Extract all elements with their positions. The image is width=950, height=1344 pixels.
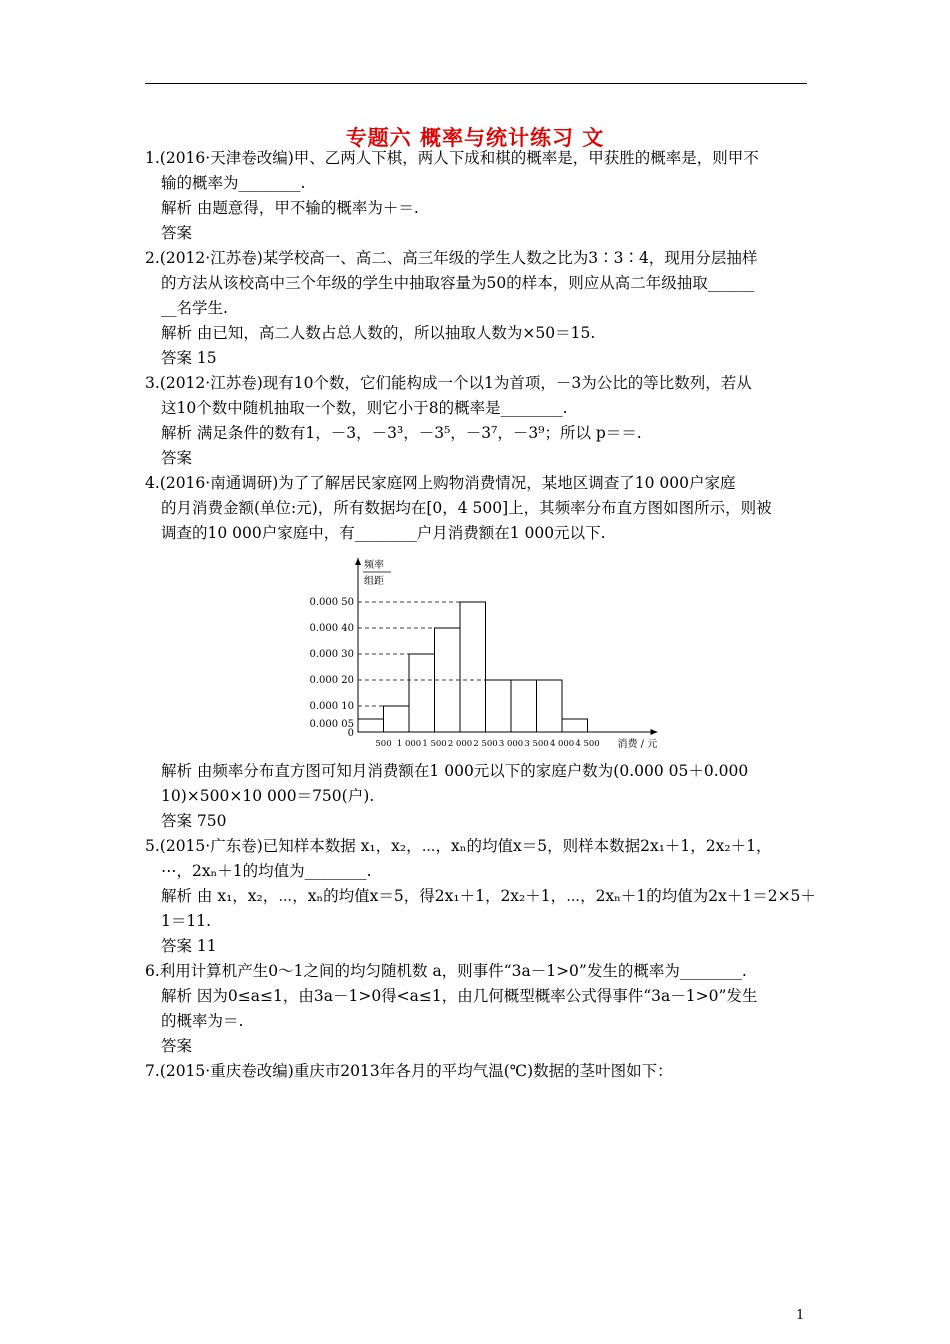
q4-analysis-1: 解析 由频率分布直方图可知月消费额在1 000元以下的家庭户数为(0.000 05＋0.000 bbox=[161, 762, 749, 780]
page-title: 专题六 概率与统计练习 文 bbox=[345, 125, 605, 150]
y-axis-label-bottom: 组距 bbox=[364, 576, 384, 587]
x-tick-label: 1 500 bbox=[422, 739, 447, 749]
q5-answer: 答案 11 bbox=[161, 937, 217, 955]
q5-line-2: ⋯，2xₙ＋1的均值为________. bbox=[161, 862, 372, 880]
y-tick-label: 0.000 10 bbox=[309, 701, 354, 712]
q3-analysis: 解析 满足条件的数有1，－3，－3³，－3⁵，－3⁷，－3⁹；所以 p＝＝. bbox=[161, 424, 642, 442]
x-axis-arrow-icon bbox=[651, 729, 658, 735]
q3-line-1: 3.(2012·江苏卷)现有10个数，它们能构成一个以1为首项，－3为公比的等比数列，若从 bbox=[145, 374, 752, 392]
q1-answer: 答案 bbox=[161, 224, 193, 242]
frequency-histogram bbox=[300, 552, 660, 758]
q1-line-1: 1.(2016·天津卷改编)甲、乙两人下棋，两人下成和棋的概率是，甲获胜的概率是，则甲不 bbox=[145, 149, 759, 167]
y-tick-label: 0.000 50 bbox=[309, 597, 354, 608]
origin-label: 0 bbox=[347, 728, 354, 739]
y-tick-label: 0.000 30 bbox=[309, 649, 354, 660]
histogram-bar bbox=[486, 680, 512, 732]
histogram-bar bbox=[460, 602, 486, 732]
x-tick-label: 500 bbox=[375, 739, 392, 749]
q2-analysis: 解析 由已知，高二人数占总人数的，所以抽取人数为×50＝15. bbox=[161, 324, 596, 342]
q2-line-3: __名学生. bbox=[161, 299, 228, 317]
q3-answer: 答案 bbox=[161, 449, 193, 467]
y-tick-label: 0.000 40 bbox=[309, 623, 354, 634]
q4-answer: 答案 750 bbox=[161, 812, 227, 830]
x-tick-label: 4 500 bbox=[575, 739, 600, 749]
q6-analysis-2: 的概率为＝. bbox=[161, 1012, 244, 1030]
q6-answer: 答案 bbox=[161, 1037, 193, 1055]
x-axis-label: 消费 / 元 bbox=[617, 739, 658, 750]
x-tick-label: 3 500 bbox=[524, 739, 549, 749]
page-number: 1 bbox=[796, 1308, 805, 1323]
y-axis-arrow-icon bbox=[355, 558, 361, 565]
x-tick-label: 1 000 bbox=[396, 739, 422, 749]
header-rule bbox=[145, 83, 807, 84]
q6-line-1: 6.利用计算机产生0～1之间的均匀随机数 a，则事件“3a－1>0”发生的概率为________. bbox=[145, 962, 747, 980]
q4-analysis-2: 10)×500×10 000＝750(户). bbox=[161, 787, 375, 805]
histogram-bar bbox=[537, 680, 563, 732]
q4-line-1: 4.(2016·南通调研)为了了解居民家庭网上购物消费情况，某地区调查了10 000户家庭 bbox=[145, 474, 736, 492]
y-tick-label: 0.000 20 bbox=[309, 675, 354, 686]
q2-line-1: 2.(2012·江苏卷)某学校高一、高二、高三年级的学生人数之比为3∶3∶4，现用分层抽样 bbox=[145, 249, 758, 267]
q1-line-2: 输的概率为________. bbox=[161, 174, 306, 192]
histogram-bar bbox=[358, 719, 384, 732]
q4-line-3: 调查的10 000户家庭中，有________户月消费额在1 000元以下. bbox=[161, 524, 606, 542]
q5-line-1: 5.(2015·广东卷)已知样本数据 x₁，x₂，⋯，xₙ的均值x＝5，则样本数据2x₁＋1，2x₂＋1， bbox=[145, 837, 772, 855]
histogram-bar bbox=[409, 654, 435, 732]
histogram-bar bbox=[511, 680, 537, 732]
histogram-bar bbox=[384, 706, 410, 732]
histogram-bar bbox=[562, 719, 588, 732]
q5-analysis-2: 1＝11. bbox=[161, 912, 212, 930]
y-axis-label-top: 频率 bbox=[364, 560, 384, 571]
y-tick-label: 0.000 05 bbox=[309, 719, 354, 730]
q1-analysis: 解析 由题意得，甲不输的概率为＋＝. bbox=[161, 199, 419, 217]
q4-line-2: 的月消费金额(单位:元)，所有数据均在[0，4 500]上，其频率分布直方图如图所示，则被 bbox=[161, 499, 772, 517]
q3-line-2: 这10个数中随机抽取一个数，则它小于8的概率是________. bbox=[161, 399, 568, 417]
x-tick-label: 2 500 bbox=[473, 739, 498, 749]
q5-analysis-1: 解析 由 x₁，x₂，⋯，xₙ的均值x＝5，得2x₁＋1，2x₂＋1，⋯，2xₙ＋1的均值为2x＋1＝2×5＋ bbox=[161, 887, 816, 905]
q7-line-1: 7.(2015·重庆卷改编)重庆市2013年各月的平均气温(℃)数据的茎叶图如下： bbox=[145, 1062, 673, 1080]
q2-answer: 答案 15 bbox=[161, 349, 217, 367]
x-tick-label: 3 000 bbox=[498, 739, 524, 749]
q2-line-2: 的方法从该校高中三个年级的学生中抽取容量为50的样本，则应从高二年级抽取______ bbox=[161, 274, 755, 292]
x-tick-label: 2 000 bbox=[447, 739, 473, 749]
x-tick-label: 4 000 bbox=[549, 739, 575, 749]
q6-analysis-1: 解析 因为0≤a≤1，由3a－1>0得<a≤1，由几何概型概率公式得事件“3a－1>0”发生 bbox=[161, 987, 758, 1005]
